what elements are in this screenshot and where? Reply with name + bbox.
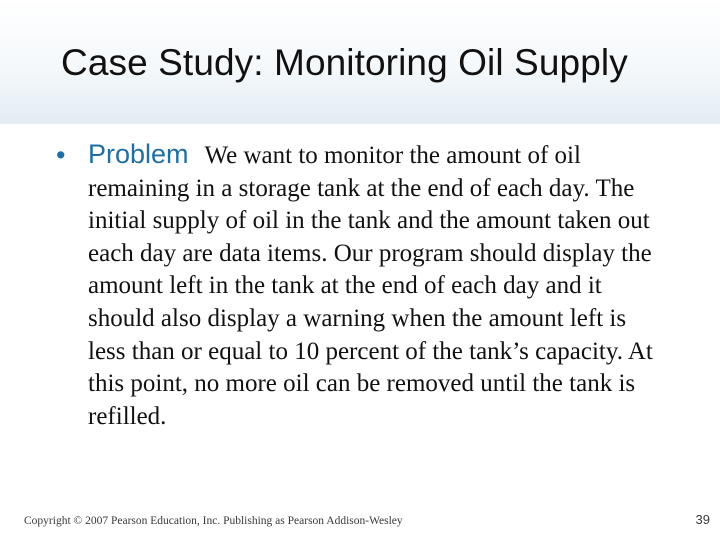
bullet-label: Problem: [88, 139, 189, 169]
bullet-marker: •: [56, 140, 66, 170]
bullet-paragraph: [56, 138, 668, 433]
slide-title: Case Study: Monitoring Oil Supply: [61, 42, 628, 83]
page-number: 39: [695, 512, 710, 527]
bullet-body-text: We want to monitor the amount of oil remaining in a storage tank at the end of each day. The initial supply of oil in the tank and the amount taken out each day are data items. Our program should display the amount left in the tank at the end of each day and it should also display a warning when the amount left is less than or equal to 10 percent of the tank’s capacity. At this point, no more oil can be removed until the tank is refilled.: [88, 142, 653, 430]
bullet-item: [56, 138, 668, 433]
copyright-notice: Copyright © 2007 Pearson Education, Inc. Publishing as Pearson Addison-Wesley: [24, 515, 403, 527]
